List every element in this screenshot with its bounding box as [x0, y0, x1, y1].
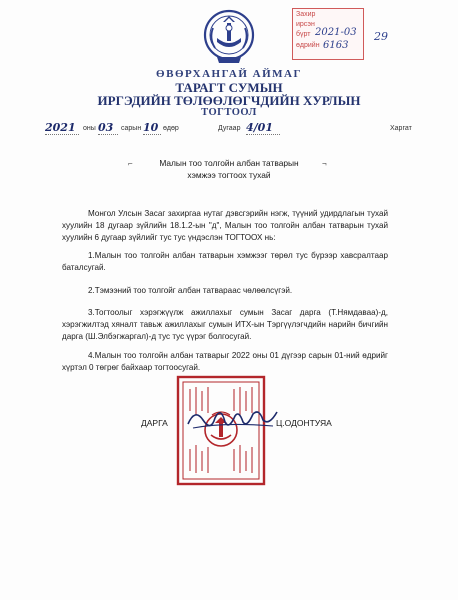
- subject-corner-left: ⌐: [128, 159, 133, 168]
- registration-stamp: [292, 8, 364, 60]
- place-label: Харгат: [390, 125, 412, 132]
- signature-name: Ц.ОДОНТУЯА: [276, 418, 332, 428]
- subject-corner-right: ¬: [322, 159, 327, 168]
- subject-line-2: хэмжээ тогтоох тухай: [187, 169, 271, 180]
- paragraph-item-1: 1.Малын тоо толгойн албан татварын хэмжээг төрөл тус бүрээр хавсралтаар баталсугай.: [62, 251, 388, 272]
- date-month: 03: [98, 121, 118, 135]
- subject: [0, 158, 458, 181]
- date-day: 10: [143, 121, 161, 135]
- subject-line-1: Малын тоо толгойн албан татварын: [159, 158, 299, 168]
- paragraph-preamble: Монгол Улсын Засаг захиргаа нутаг дэвсгэрийн нэгж, түүний удирдлагын тухай хуулийн 18 дугаар зүйлийн 18.1.2-ын "д", Малын тоо толгойн албан татварын тухай хуулийн 6 дугаар зүйлийг тус тус үндэслэн ТОГТООХ нь:: [62, 209, 388, 242]
- date-year-label: оны: [83, 125, 96, 132]
- header-khural: ИРГЭДИЙН ТӨЛӨӨЛӨГЧДИЙН ХУРЛЫН: [97, 93, 361, 108]
- stamp-label-2: ирсэн: [296, 21, 315, 28]
- state-emblem-icon: [203, 8, 255, 66]
- date-number-line: [35, 120, 430, 136]
- paragraph-item-4: 4.Малын тоо толгойн албан татварыг 2022 оны 01 дүгээр сарын 01-ний өдрийг хүртэл 0 төгрөг байхаар тогтоосугай.: [62, 351, 388, 372]
- paragraph-item-3: 3.Тогтоолыг хэрэгжүүлж ажиллахыг сумын Засаг дарга (Т.Нямдаваа)-д, хэрэгжилтэд хяналт тавьж ажиллахыг сумын ИТХ-ын Тэргүүлэгчдийн нарийн бичгийн дарга (Ш.Элбэгжаргал)-д тус тус үүрэг болгосугай.: [62, 308, 388, 341]
- stamp-number-handwritten: 6163: [323, 40, 349, 51]
- stamp-label-1: Захир: [296, 11, 316, 18]
- stamp-label-4: өдрийн: [296, 42, 320, 49]
- stamp-date-handwritten: 2021-03: [315, 27, 357, 38]
- handwritten-signature-icon: [185, 402, 280, 436]
- stamp-label-3: бүрт: [296, 31, 311, 38]
- header-doc-type: ТОГТООЛ: [201, 107, 257, 118]
- date-day-label: өдөр: [163, 125, 179, 132]
- date-year: 2021: [45, 121, 79, 135]
- number-label: Дугаар: [218, 125, 241, 132]
- header-aimag: ӨВӨРХАНГАЙ АЙМАГ: [156, 68, 302, 80]
- signature-title: ДАРГА: [141, 418, 168, 428]
- document-number: 4/01: [246, 121, 280, 135]
- stamp-extra-handwritten: 29: [374, 30, 388, 43]
- header-sum: ТАРАГТ СУМЫН: [175, 80, 283, 95]
- paragraph-item-2: 2.Тэмээний тоо толгойг албан татвараас чөлөөлсүгэй.: [88, 286, 293, 295]
- date-month-label: сарын: [121, 125, 142, 132]
